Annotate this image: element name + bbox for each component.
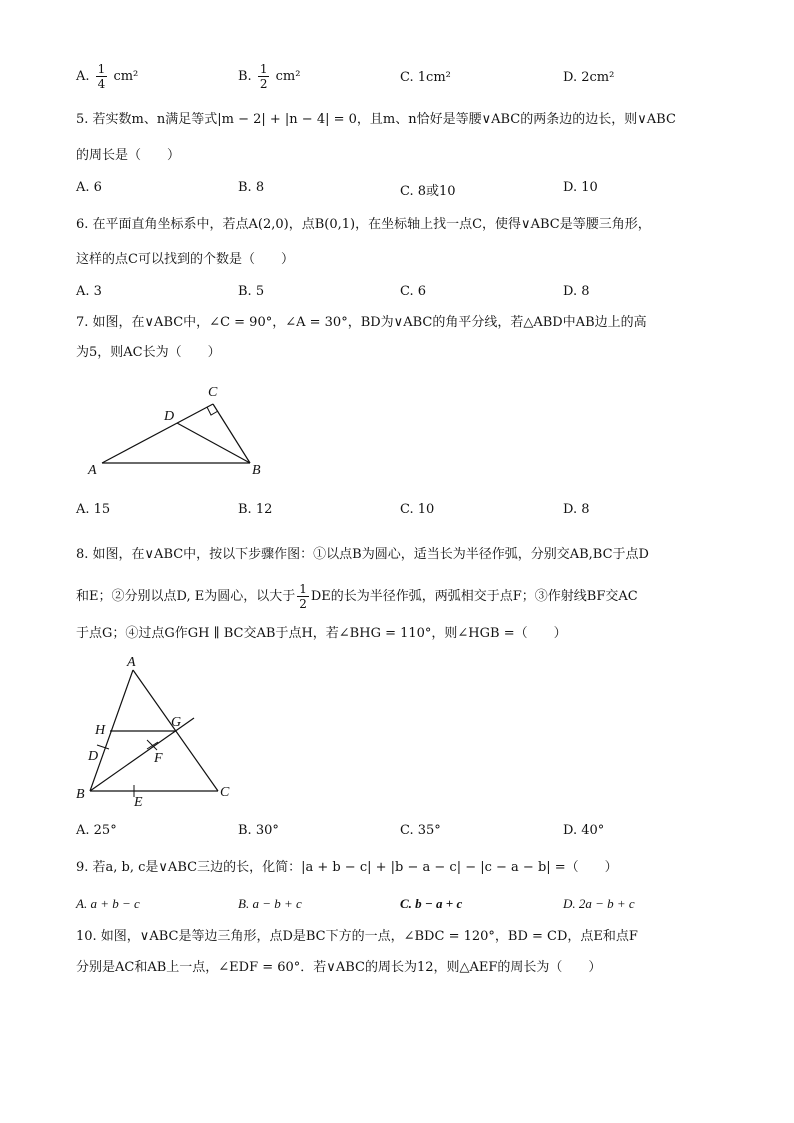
q8-figure [72,654,252,814]
q4-option-b[interactable] [238,62,300,91]
q8-option-c[interactable]: C. 35° [400,823,441,838]
label-e: E [134,795,143,810]
label-c: C [208,385,218,400]
q10-line1: 10. 如图，∨ABC是等边三角形，点D是BC下方的一点，∠BDC = 120°，BD = CD，点E和点F [76,929,638,944]
q6-line2: 这样的点C可以找到的个数是（ ） [76,252,294,267]
q4-option-a[interactable] [76,62,138,91]
arc-mark-d [97,745,109,749]
q5-line2: 的周长是（ ） [76,148,181,163]
q5-line1: 5. 若实数m、n满足等式|m − 2| + |n − 4| = 0，且m、n恰好是等腰∨ABC的两条边的边长，则∨ABC [76,112,676,127]
right-angle-mark [207,407,218,415]
fraction: $\frac{1}{4}$ [97,62,106,91]
q6-option-d[interactable]: D. 8 [563,284,590,299]
label-a: A [127,655,136,670]
q8-line2: 和E；②分别以点D, E为圆心，以大于 $\frac{1}{2}$ DE的长为半径作弧，两弧相交于点F；③作射线BF交AC [76,582,638,611]
q7-line2: 为5，则AC长为（ ） [76,345,221,360]
q7-option-d[interactable]: D. 8 [563,502,590,517]
fraction: $\frac{1}{2}$ [259,62,268,91]
label-d: D [164,409,175,424]
q8-option-d[interactable]: D. 40° [563,823,605,838]
label-f: F [154,751,163,766]
q7-option-c[interactable]: C. 10 [400,502,435,517]
q4-option-d[interactable]: D. 2cm² [563,70,615,85]
segment-bd [177,423,250,463]
label-d: D [88,749,99,764]
q9-line1: 9. 若a, b, c是∨ABC三边的长，化简：|a + b − c| + |b − a − c| − |c − a − b| =（ ） [76,860,618,875]
q9-option-b[interactable]: B. a − b + c [238,896,302,911]
option-key: A. [76,69,90,84]
label-b: B [76,787,85,802]
q4-option-c[interactable]: C. 1cm² [400,70,451,85]
q8-line1: 8. 如图，在∨ABC中，按以下步骤作图：①以点B为圆心，适当长为半径作弧，分别交AB,BC于点D [76,547,649,562]
q7-option-a[interactable]: A. 15 [76,502,111,517]
q6-option-b[interactable]: B. 5 [238,284,265,299]
side-cb [213,404,250,463]
q5-option-a[interactable]: A. 6 [76,180,102,195]
option-unit: cm² [275,69,301,84]
fraction-half: $\frac{1}{2}$ [299,582,307,611]
q6-line1: 6. 在平面直角坐标系中，若点A(2,0)，点B(0,1)，在坐标轴上找一点C，使得∨ABC是等腰三角形， [76,217,651,232]
label-b: B [252,463,261,478]
q5-option-b[interactable]: B. 8 [238,180,265,195]
q5-option-c[interactable]: C. 8或10 [400,184,456,199]
q5-option-d[interactable]: D. 10 [563,180,598,195]
q9-option-d[interactable]: D. 2a − b + c [563,896,635,911]
option-unit: cm² [113,69,139,84]
label-g: G [171,715,182,730]
q7-option-b[interactable]: B. 12 [238,502,273,517]
q6-option-c[interactable]: C. 6 [400,284,427,299]
q8-option-b[interactable]: B. 30° [238,823,279,838]
q6-option-a[interactable]: A. 3 [76,284,102,299]
q8-option-a[interactable]: A. 25° [76,823,117,838]
q9-option-c[interactable]: C. b − a + c [400,896,463,911]
q8-line3: 于点G；④过点G作GH ∥ BC交AB于点H，若∠BHG = 110°，则∠HGB =（ ） [76,626,567,641]
option-key: B. [238,69,252,84]
q10-line2: 分别是AC和AB上一点，∠EDF = 60°．若∨ABC的周长为12，则△AEF的周长为（ ） [76,960,602,975]
q7-figure [80,378,280,478]
q7-line1: 7. 如图，在∨ABC中，∠C = 90°，∠A = 30°，BD为∨ABC的角平分线，若△ABD中AB边上的高 [76,315,647,330]
label-h: H [95,723,106,738]
arc-mark-f2 [147,742,158,749]
q9-option-a[interactable]: A. a + b − c [76,896,140,911]
label-c: C [220,785,230,800]
label-a: A [88,463,97,478]
